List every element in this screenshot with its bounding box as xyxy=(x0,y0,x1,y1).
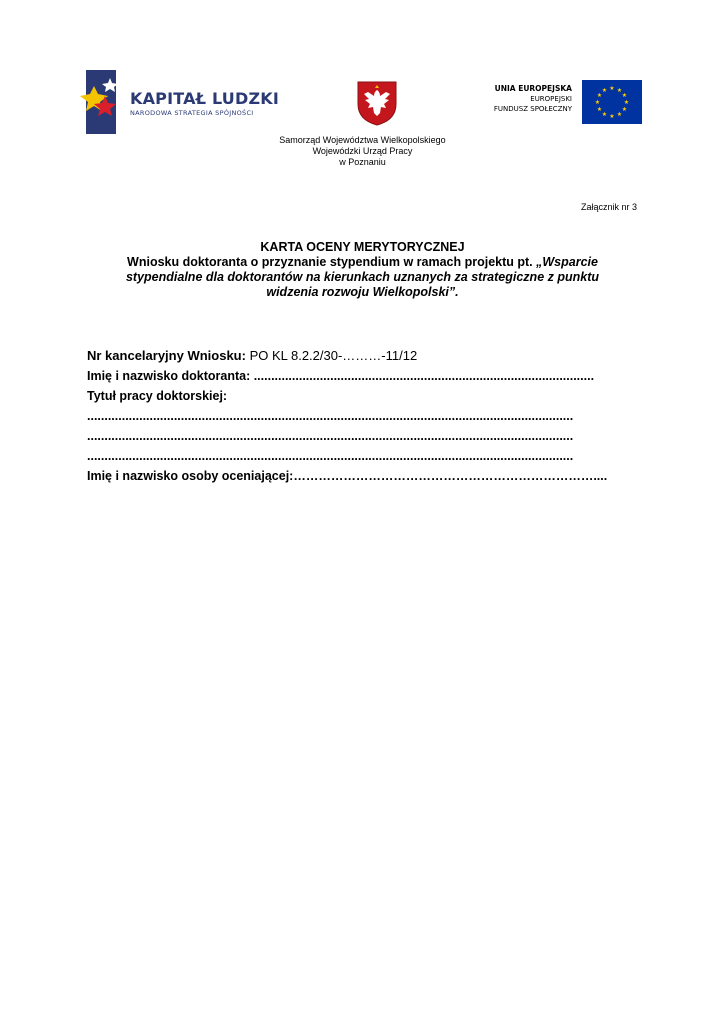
svg-text:★: ★ xyxy=(621,106,628,113)
registry-number-value: PO KL 8.2.2/30-………-11/12 xyxy=(245,348,418,363)
svg-text:★: ★ xyxy=(609,113,615,120)
kapital-ludzki-emblem-icon xyxy=(80,70,124,134)
kapital-ludzki-subtitle: NARODOWA STRATEGIA SPÓJNOŚCI xyxy=(130,109,254,117)
svg-text:★: ★ xyxy=(601,87,608,94)
office-line-1: Samorząd Województwa Wielkopolskiego xyxy=(279,135,446,145)
eu-flag-icon xyxy=(582,80,642,124)
eu-fund-line2: FUNDUSZ SPOŁECZNY xyxy=(493,105,572,113)
title-line-4: widzenia rozwoju Wielkopolski”. xyxy=(266,285,459,299)
wielkopolska-coat-of-arms xyxy=(356,80,398,126)
form-fields xyxy=(87,346,647,486)
title-line-1: KARTA OCENY MERYTORYCZNEJ xyxy=(260,240,465,254)
annex-label: Załącznik nr 3 xyxy=(580,202,637,212)
svg-text:★: ★ xyxy=(594,99,601,106)
eu-logo xyxy=(480,80,642,124)
title-line-2-italic: „Wsparcie xyxy=(536,255,598,269)
office-line-3: w Poznaniu xyxy=(339,157,386,167)
evaluator-name-field xyxy=(87,466,647,486)
eu-fund-line1: EUROPEJSKI xyxy=(530,95,572,103)
title-line-2-plain: Wniosku doktoranta o przyznanie stypendium w ramach projektu pt. xyxy=(127,255,537,269)
svg-text:★: ★ xyxy=(601,111,608,118)
kapital-ludzki-title: KAPITAŁ LUDZKI xyxy=(130,89,280,108)
eu-title: UNIA EUROPEJSKA xyxy=(494,84,572,93)
evaluator-name-dots: ……………………………………………………………….... xyxy=(293,469,608,483)
title-line-3: stypendialne dla doktorantów na kierunkach uznanych za strategiczne z punktu xyxy=(125,270,599,284)
svg-text:★: ★ xyxy=(616,87,623,94)
doctoral-student-name-field xyxy=(87,366,647,386)
registry-number-field xyxy=(87,346,647,366)
svg-text:★: ★ xyxy=(596,106,603,113)
svg-text:★: ★ xyxy=(596,92,603,99)
svg-text:★: ★ xyxy=(616,111,623,118)
thesis-title-dots-1: ............................................................................................................................................ xyxy=(87,409,574,423)
thesis-title-dots-3: ............................................................................................................................................ xyxy=(87,449,574,463)
wielkopolska-eagle-coat-of-arms-icon xyxy=(356,80,398,126)
title-line-2 xyxy=(80,255,645,270)
doctoral-student-name-label: Imię i nazwisko doktoranta: xyxy=(87,369,254,383)
thesis-title-label: Tytuł pracy doktorskiej: xyxy=(87,389,228,403)
thesis-title-dots-2: ............................................................................................................................................ xyxy=(87,429,574,443)
svg-text:★: ★ xyxy=(609,85,615,92)
document-title xyxy=(80,240,645,300)
office-line-2: Wojewódzki Urząd Pracy xyxy=(312,146,413,156)
kapital-ludzki-logo xyxy=(80,70,280,134)
svg-text:★: ★ xyxy=(623,99,630,106)
evaluator-name-label: Imię i nazwisko osoby oceniającej: xyxy=(87,469,294,483)
doctoral-student-name-dots: .................................................................................................. xyxy=(253,369,595,383)
svg-text:★: ★ xyxy=(621,92,628,99)
registry-number-label: Nr kancelaryjny Wniosku: xyxy=(87,348,246,363)
office-header xyxy=(0,135,725,168)
